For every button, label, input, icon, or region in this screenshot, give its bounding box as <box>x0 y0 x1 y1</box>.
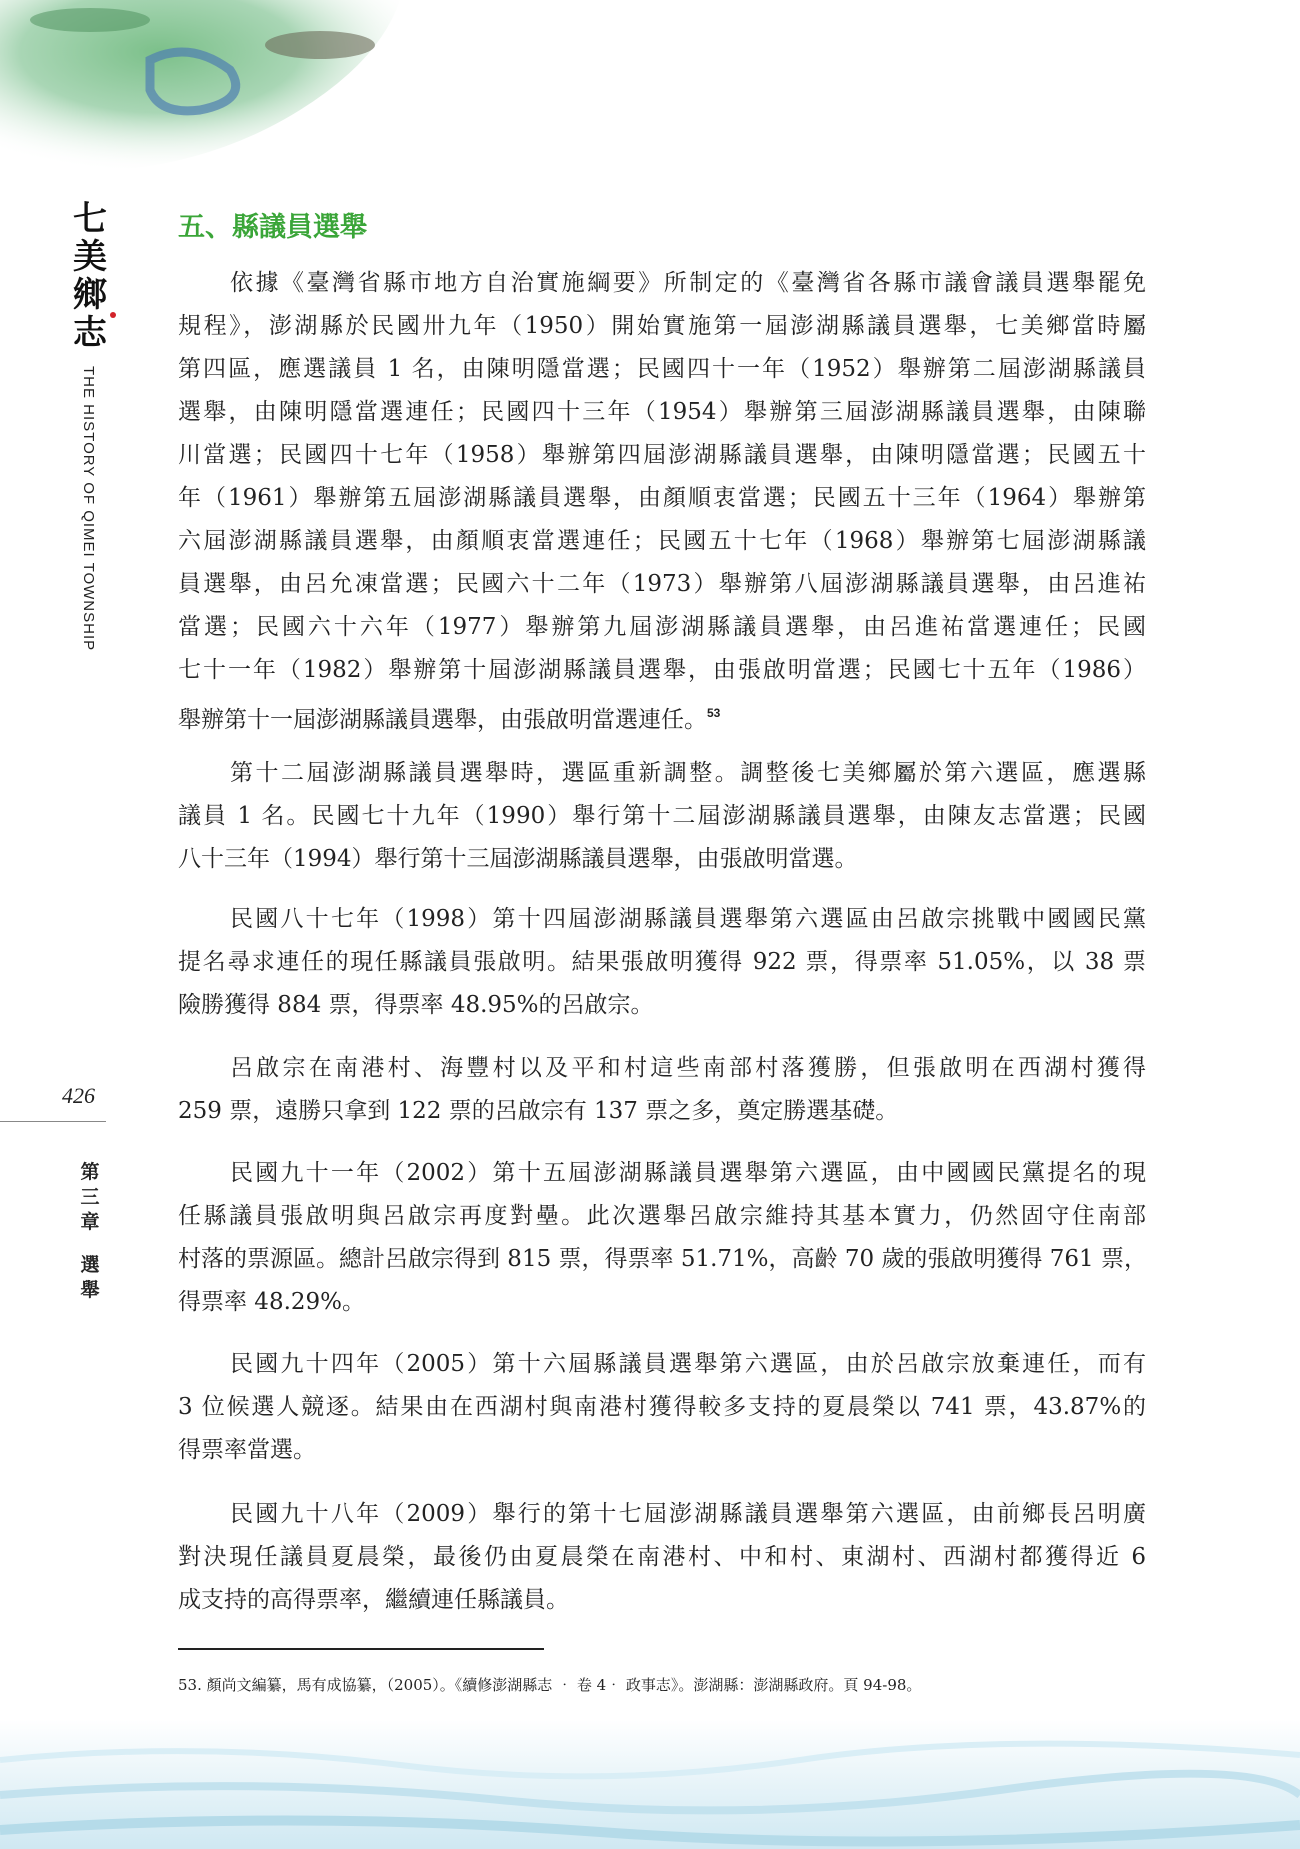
text-line <box>178 1343 1146 1386</box>
text-line <box>178 520 1146 563</box>
line-text: 險勝獲得 884 票，得票率 48.95%的呂啟宗。 <box>178 992 654 1018</box>
text-line <box>178 606 1146 649</box>
book-title-char: 志 <box>73 313 107 353</box>
line-text: 民國九十八年（2009）舉行的第十七屆澎湖縣議員選舉第六選區，由前鄉長呂明廣 <box>230 1501 1146 1527</box>
line-text: 成支持的高得票率，繼續連任縣議員。 <box>178 1587 569 1613</box>
paragraph <box>178 1152 1146 1324</box>
line-text: 舉辦第十一屆澎湖縣議員選舉，由張啟明當選連任。 <box>178 707 707 733</box>
text-line <box>178 1238 1146 1281</box>
line-text: 員選舉，由呂允凍當選；民國六十二年（1973）舉辦第八屆澎湖縣議員選舉，由呂進祐 <box>178 571 1146 597</box>
line-text: 得票率 48.29%。 <box>178 1289 366 1315</box>
footnote-divider <box>178 1648 544 1650</box>
line-text: 年（1961）舉辦第五屆澎湖縣議員選舉，由顏順衷當選；民國五十三年（1964）舉辦第 <box>178 485 1146 511</box>
line-text: 六屆澎湖縣議員選舉，由顏順衷當選連任；民國五十七年（1968）舉辦第七屆澎湖縣議 <box>178 528 1146 554</box>
text-line <box>178 838 1146 881</box>
chapter-title-char: 選 <box>80 1254 100 1276</box>
text-line <box>178 795 1146 838</box>
chapter-title-char: 舉 <box>80 1279 100 1301</box>
text-line <box>178 898 1146 941</box>
line-text: 選舉，由陳明隱當選連任；民國四十三年（1954）舉辦第三屆澎湖縣議員選舉，由陳聯 <box>178 399 1146 425</box>
text-line <box>178 563 1146 606</box>
text-line <box>178 434 1146 477</box>
footnote-reference[interactable]: 53 <box>707 706 721 720</box>
text-line <box>178 348 1146 391</box>
red-dot-ornament <box>110 312 116 318</box>
line-text: 第四區，應選議員 1 名，由陳明隱當選；民國四十一年（1952）舉辦第二屆澎湖縣議員 <box>178 356 1146 382</box>
wave-decoration <box>0 1720 1300 1849</box>
book-title-english: THE HISTORY OF QIMEI TOWNSHIP <box>80 366 97 652</box>
line-text: 村落的票源區。總計呂啟宗得到 815 票，得票率 51.71%，高齡 70 歲的張啟明獲得 761 票， <box>178 1246 1147 1272</box>
line-text: 民國八十七年（1998）第十四屆澎湖縣議員選舉第六選區由呂啟宗挑戰中國國民黨 <box>230 906 1146 932</box>
text-line <box>178 477 1146 520</box>
text-line <box>178 752 1146 795</box>
chapter-char: 第 <box>80 1161 100 1183</box>
line-text: 呂啟宗在南港村、海豐村以及平和村這些南部村落獲勝，但張啟明在西湖村獲得 <box>230 1055 1146 1081</box>
text-line <box>178 1536 1146 1579</box>
watercolor-landscape-decoration <box>0 0 430 190</box>
line-text: 對決現任議員夏晨榮，最後仍由夏晨榮在南港村、中和村、東湖村、西湖村都獲得近 6 <box>178 1544 1146 1570</box>
section-heading: 五、縣議員選舉 <box>178 212 367 243</box>
chapter-char: 章 <box>80 1211 100 1233</box>
text-line <box>178 1579 1146 1622</box>
text-line <box>178 649 1146 692</box>
text-line <box>178 1386 1146 1429</box>
text-line <box>178 1047 1146 1090</box>
line-text: 八十三年（1994）舉行第十三屆澎湖縣議員選舉，由張啟明當選。 <box>178 846 858 872</box>
line-text: 第十二屆澎湖縣議員選舉時，選區重新調整。調整後七美鄉屬於第六選區，應選縣 <box>230 760 1146 786</box>
paragraph <box>178 1343 1146 1472</box>
line-text: 依據《臺灣省縣市地方自治實施綱要》所制定的《臺灣省各縣市議會議員選舉罷免 <box>230 270 1146 296</box>
line-text: 七十一年（1982）舉辦第十屆澎湖縣議員選舉，由張啟明當選；民國七十五年（1986） <box>178 657 1146 683</box>
line-text: 民國九十四年（2005）第十六屆縣議員選舉第六選區，由於呂啟宗放棄連任，而有 <box>230 1351 1146 1377</box>
line-text: 民國九十一年（2002）第十五屆澎湖縣議員選舉第六選區，由中國國民黨提名的現 <box>230 1160 1146 1186</box>
page-number: 426 <box>62 1083 95 1108</box>
chapter-label-vertical <box>78 1160 102 1303</box>
line-text: 得票率當選。 <box>178 1437 316 1463</box>
paragraph <box>178 1493 1146 1622</box>
line-text: 3 位候選人競逐。結果由在西湖村與南港村獲得較多支持的夏晨榮以 741 票，43.87%的 <box>178 1394 1146 1420</box>
text-line <box>178 692 1146 735</box>
line-text: 川當選；民國四十七年（1958）舉辦第四屆澎湖縣議員選舉，由陳明隱當選；民國五十 <box>178 442 1146 468</box>
paragraph <box>178 898 1146 1027</box>
paragraph <box>178 1047 1146 1133</box>
page-number-rule <box>0 1121 106 1122</box>
text-line <box>178 941 1146 984</box>
text-line <box>178 1152 1146 1195</box>
line-text: 議員 1 名。民國七十九年（1990）舉行第十二屆澎湖縣議員選舉，由陳友志當選；民國 <box>178 803 1146 829</box>
line-text: 當選；民國六十六年（1977）舉辦第九屆澎湖縣議員選舉，由呂進祐當選連任；民國 <box>178 614 1146 640</box>
chapter-char: 三 <box>80 1186 100 1208</box>
line-text: 任縣議員張啟明與呂啟宗再度對壘。此次選舉呂啟宗維持其基本實力，仍然固守住南部 <box>178 1203 1146 1229</box>
paragraph <box>178 262 1146 735</box>
line-text: 規程》，澎湖縣於民國卅九年（1950）開始實施第一屆澎湖縣議員選舉，七美鄉當時屬 <box>178 313 1146 339</box>
text-line <box>178 1429 1146 1472</box>
line-text: 259 票，遠勝只拿到 122 票的呂啟宗有 137 票之多，奠定勝選基礎。 <box>178 1098 899 1124</box>
paragraph <box>178 752 1146 881</box>
book-title-char: 七 <box>73 199 107 239</box>
line-text: 提名尋求連任的現任縣議員張啟明。結果張啟明獲得 922 票，得票率 51.05%，以 38 票 <box>178 949 1146 975</box>
text-line <box>178 1493 1146 1536</box>
text-line <box>178 262 1146 305</box>
book-title-vertical <box>70 200 110 352</box>
text-line <box>178 1281 1146 1324</box>
footnote: 53. 顏尚文編纂，馬有成協纂，（2005）。《續修澎湖縣志 ‧ 卷 4‧ 政事志》。澎湖縣：澎湖縣政府。頁 94-98。 <box>178 1676 922 1694</box>
text-line <box>178 391 1146 434</box>
book-title-char: 美 <box>73 237 107 277</box>
book-title-char: 鄉 <box>73 275 107 315</box>
text-line <box>178 984 1146 1027</box>
text-line <box>178 1195 1146 1238</box>
text-line <box>178 1090 1146 1133</box>
text-line <box>178 305 1146 348</box>
